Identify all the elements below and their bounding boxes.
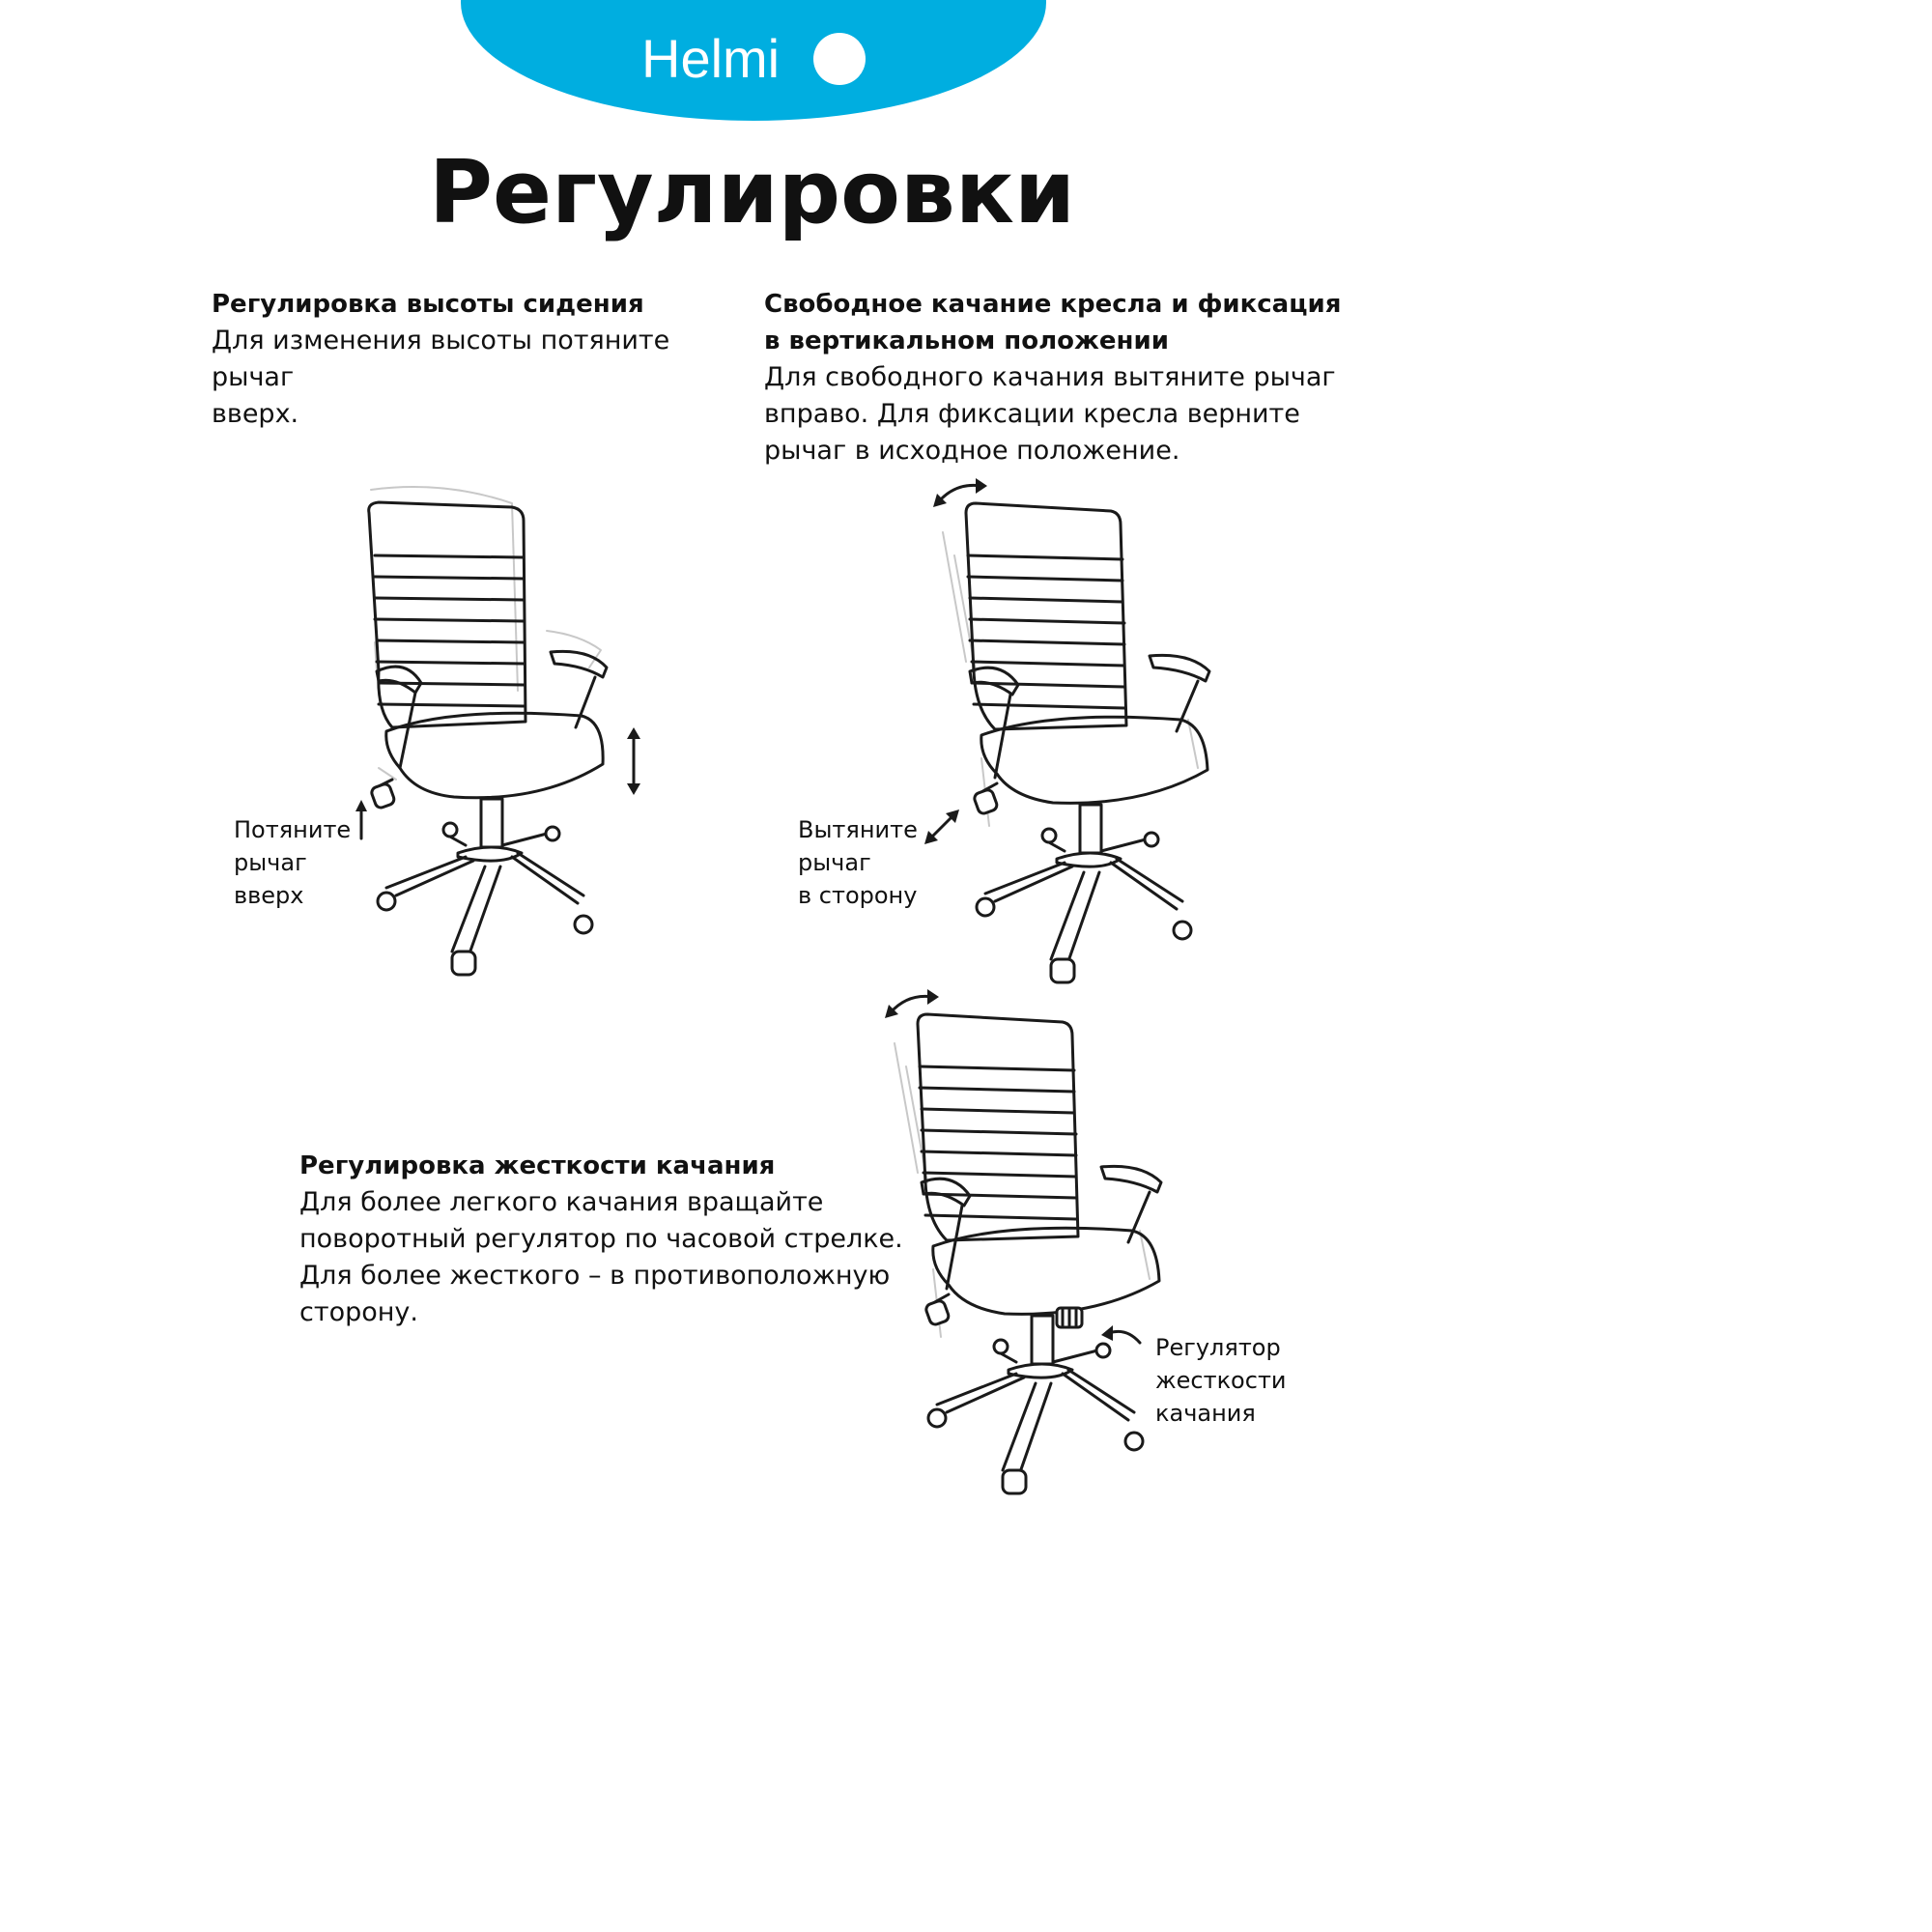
callout-tension-knob <box>1155 1331 1287 1430</box>
section-heading: Свободное качание кресла и фиксация <box>764 290 1342 319</box>
section-heading: Регулировка высоты сидения <box>212 290 644 319</box>
callout-line: качания <box>1155 1400 1256 1427</box>
section-heading: Регулировка жесткости качания <box>299 1151 776 1180</box>
section-body-line: сторону. <box>299 1297 418 1327</box>
section-body-line: рычаг в исходное положение. <box>764 436 1180 466</box>
callout-line: Регулятор <box>1155 1334 1281 1361</box>
section-tilt-tension <box>299 1148 918 1331</box>
brand-logo-dot-icon <box>813 33 866 85</box>
section-body-line: Для более жесткого – в противоположную <box>299 1261 891 1291</box>
section-body-line: Для свободного качания вытяните рычаг <box>764 362 1336 392</box>
chair-armrests <box>377 651 607 768</box>
section-heading: в вертикальном положении <box>764 327 1169 355</box>
office-chair-icon <box>927 478 1217 990</box>
section-height-adjustment <box>212 286 753 433</box>
callout-line: рычаг <box>798 849 871 876</box>
callout-line: Потяните <box>234 816 352 843</box>
office-chair-icon <box>357 478 638 985</box>
callout-pull-lever-up <box>234 813 351 912</box>
callout-line: рычаг <box>234 849 307 876</box>
section-body-line: вправо. Для фиксации кресла верните <box>764 399 1300 429</box>
brand-logo: Helmi <box>641 28 781 89</box>
callout-line: жесткости <box>1155 1367 1287 1394</box>
tension-knob-icon <box>1057 1308 1082 1327</box>
section-body-line: вверх. <box>212 399 299 429</box>
chair-backrest <box>369 502 526 727</box>
double-arrow-diagonal-icon <box>923 808 961 846</box>
chair-backrest <box>966 503 1126 729</box>
office-chair-icon <box>879 989 1169 1501</box>
chair-base <box>973 783 1191 982</box>
section-body-line: Для более легкого качания вращайте <box>299 1187 824 1217</box>
callout-pull-lever-out <box>798 813 918 912</box>
section-body-line: поворотный регулятор по часовой стрелке. <box>299 1224 903 1254</box>
chair-base <box>370 780 592 975</box>
page-title: Регулировки <box>428 142 1076 243</box>
arrow-up-icon <box>352 798 371 840</box>
section-body-line: Для изменения высоты потяните рычаг <box>212 326 670 392</box>
callout-line: Вытяните <box>798 816 918 843</box>
callout-line: в сторону <box>798 882 918 909</box>
section-tilt-lock <box>764 286 1363 469</box>
callout-line: вверх <box>234 882 304 909</box>
chair-backrest <box>918 1014 1078 1240</box>
double-arrow-vertical-icon <box>627 727 640 795</box>
curved-arrow-icon <box>1097 1320 1144 1349</box>
